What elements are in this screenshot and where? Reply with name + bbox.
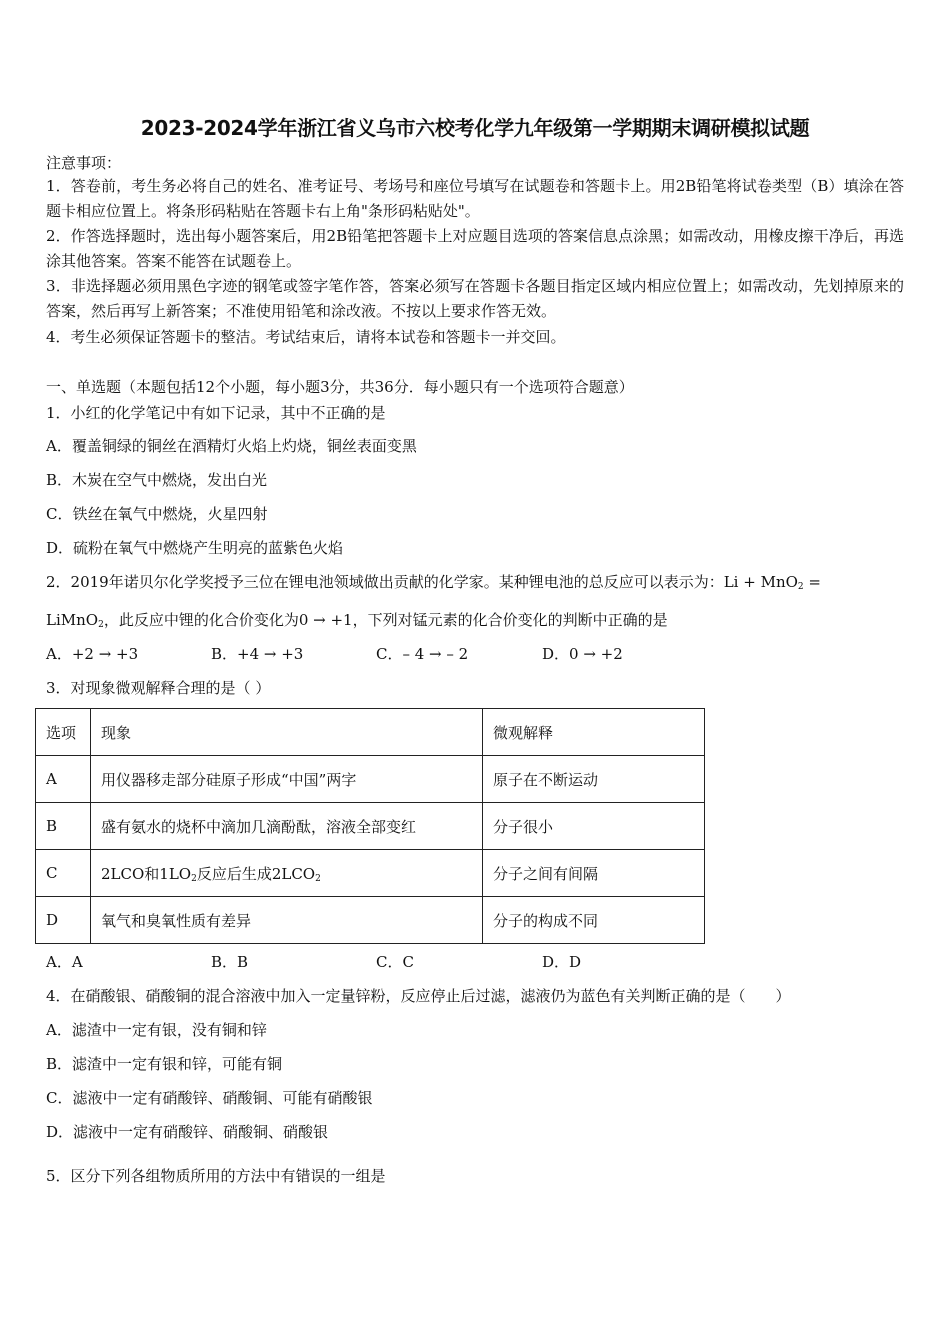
q3-table [35,708,705,944]
q3-stem: 3．对现象微观解释合理的是（ ） [46,679,271,697]
q4-option-d: D．滤液中一定有硝酸锌、硝酸铜、硝酸银 [46,1123,329,1141]
q4-option-c: C．滤液中一定有硝酸锌、硝酸铜、可能有硝酸银 [46,1089,373,1107]
table-header-row [36,709,705,756]
table-cell-phenomenon: 氧气和臭氧性质有差异 [91,897,483,944]
q2-option-a: A．+2 → +3 [46,645,139,663]
table-cell-option: C [36,850,91,897]
table-cell-phenomenon: 盛有氨水的烧杯中滴加几滴酚酞，溶液全部变红 [91,803,483,850]
q1-stem: 1．小红的化学笔记中有如下记录，其中不正确的是 [46,404,386,422]
q4-option-b: B．滤渣中一定有银和锌，可能有铜 [46,1055,283,1073]
notice-item-3: 3．非选择题必须用黑色字迹的钢笔或签字笔作答，答案必须写在答题卡各题目指定区域内相应位置上；如需改动，先划掉原来的答案，然后再写上新答案；不准使用铅笔和涂改液。不按以上要求作答无效。 [46,277,904,320]
q4-stem: 4．在硝酸银、硝酸铜的混合溶液中加入一定量锌粉，反应停止后过滤，滤液仍为蓝色有关判断正确的是（ ） [46,987,791,1005]
q3-option-c: C．C [376,953,414,971]
table-header-option: 选项 [36,709,91,756]
table-header-explanation: 微观解释 [483,709,705,756]
q2-stem-line1: 2．2019年诺贝尔化学奖授予三位在锂电池领域做出贡献的化学家。某种锂电池的总反应可以表示为：Li + MnO$_2$ = [46,573,821,592]
table-cell-explanation: 原子在不断运动 [483,756,705,803]
q1-option-a: A．覆盖铜绿的铜丝在酒精灯火焰上灼烧，铜丝表面变黑 [46,437,417,455]
table-cell-explanation: 分子的构成不同 [483,897,705,944]
page-title: 2023-2024学年浙江省义乌市六校考化学九年级第一学期期末调研模拟试题 [140,116,810,140]
notice-item-4: 4．考生必须保证答题卡的整洁。考试结束后，请将本试卷和答题卡一并交回。 [46,328,566,346]
q1-option-d: D．硫粉在氧气中燃烧产生明亮的蓝紫色火焰 [46,539,344,557]
q2-option-d: D．0 → +2 [542,645,623,663]
table-cell-explanation: 分子很小 [483,803,705,850]
notice-heading: 注意事项： [46,154,122,172]
table-cell-option: D [36,897,91,944]
q5-stem: 5．区分下列各组物质所用的方法中有错误的一组是 [46,1167,386,1185]
table-cell-option: B [36,803,91,850]
table-row [36,756,705,803]
section-heading: 一、单选题（本题包括12个小题，每小题3分，共36分．每小题只有一个选项符合题意） [46,378,634,396]
q1-option-b: B．木炭在空气中燃烧，发出白光 [46,471,268,489]
table-row [36,803,705,850]
q3-option-b: B．B [211,953,249,971]
table-cell-option: A [36,756,91,803]
table-row [36,850,705,897]
table-cell-explanation: 分子之间有间隔 [483,850,705,897]
table-header-phenomenon: 现象 [91,709,483,756]
q2-option-b: B．+4 → +3 [211,645,304,663]
table-cell-phenomenon: 2LCO和$1LO_2$反应后生成$2LCO_2$ [91,850,483,897]
q2-stem-line2: LiMnO$_2$，此反应中锂的化合价变化为0 → +1，下列对锰元素的化合价变化的判断中正确的是 [46,611,668,630]
table-row [36,897,705,944]
q3-option-a: A．A [46,953,83,971]
q3-option-d: D．D [542,953,582,971]
q2-option-c: C．– 4 → – 2 [376,645,469,663]
q4-option-a: A．滤渣中一定有银，没有铜和锌 [46,1021,267,1039]
notice-item-1: 1．答卷前，考生务必将自己的姓名、准考证号、考场号和座位号填写在试题卷和答题卡上。用2B铅笔将试卷类型（B）填涂在答题卡相应位置上。将条形码粘贴在答题卡右上角"条形码粘贴处"。 [46,177,904,220]
notice-item-2: 2．作答选择题时，选出每小题答案后，用2B铅笔把答题卡上对应题目选项的答案信息点涂黑；如需改动，用橡皮擦干净后，再选涂其他答案。答案不能答在试题卷上。 [46,227,904,270]
table-cell-phenomenon: 用仪器移走部分硅原子形成“中国”两字 [91,756,483,803]
q1-option-c: C．铁丝在氧气中燃烧，火星四射 [46,505,268,523]
